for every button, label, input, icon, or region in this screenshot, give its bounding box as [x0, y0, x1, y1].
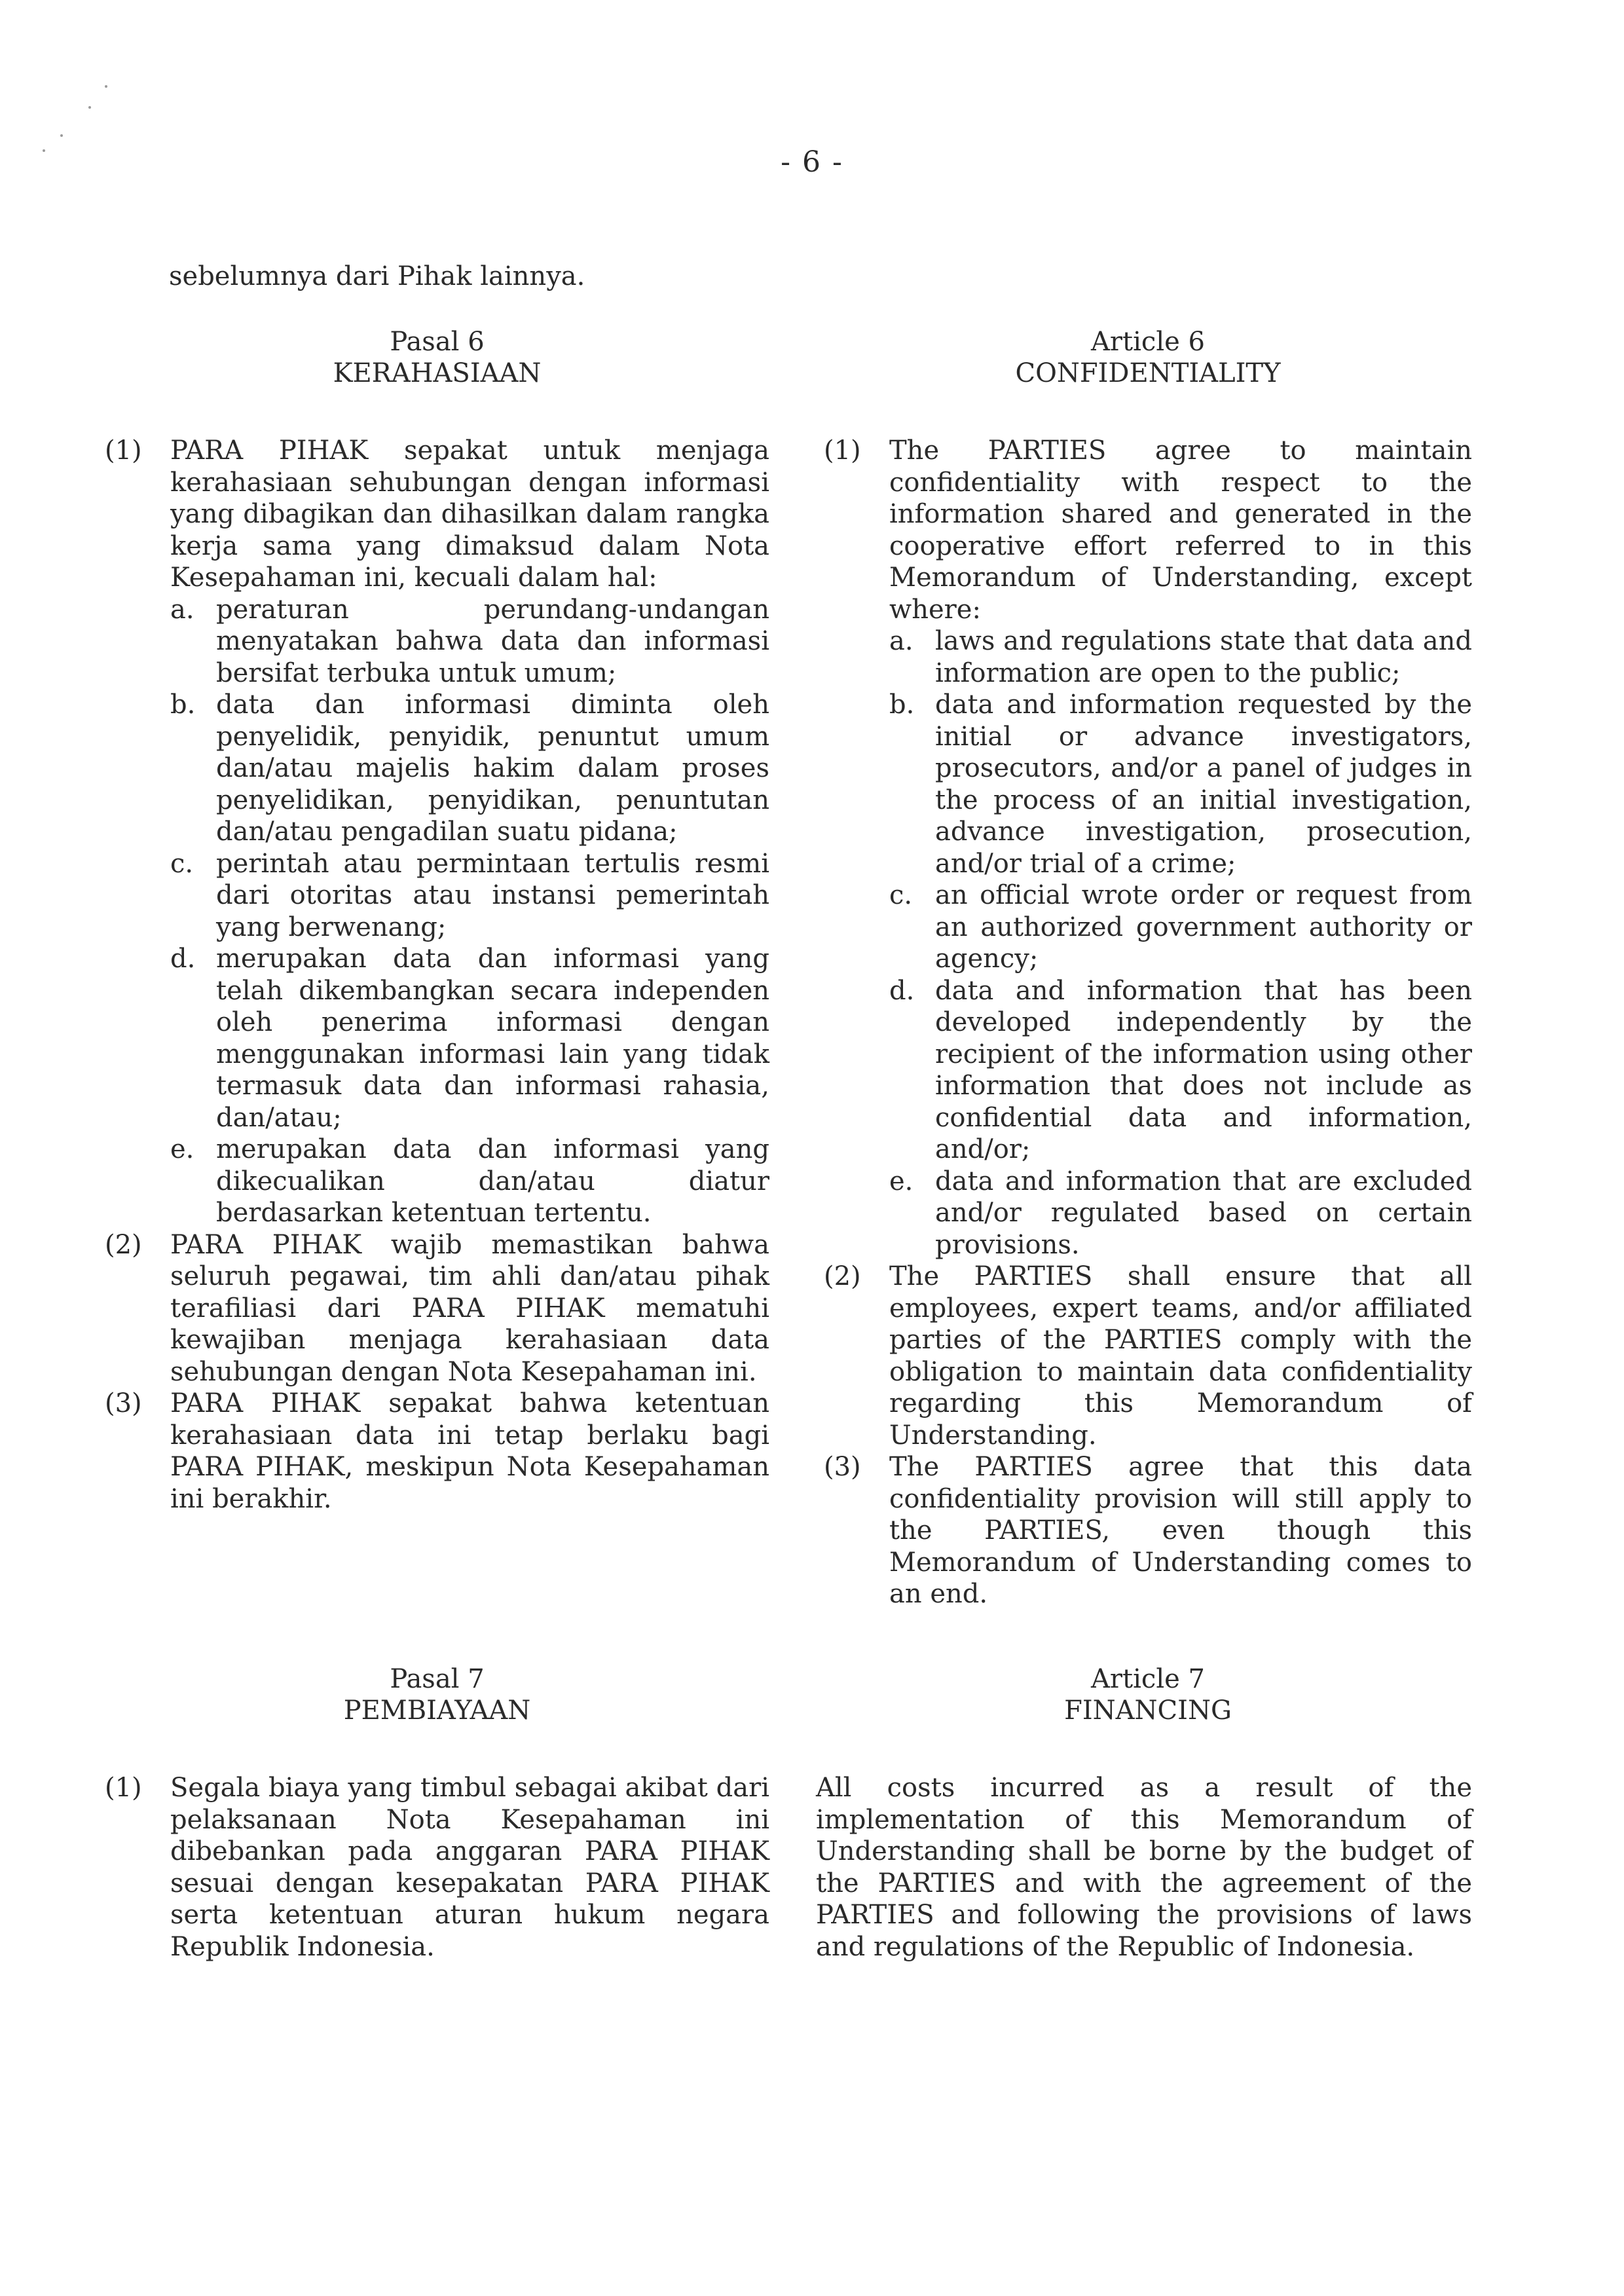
list-item: [889, 975, 1472, 1166]
article-title: PEMBIAYAAN: [343, 1695, 531, 1726]
article6-id-paragraph-3: [105, 1388, 769, 1515]
article7-id-paragraph-1: [105, 1772, 769, 1963]
paragraph-text: PARA PIHAK sepakat untuk menjaga kerahasiaan sehubungan dengan informasi yang dibagikan dan dihasilkan dalam rangka kerja sama yang dimaksud dalam Nota Kesepahaman ini, kecuali dalam hal:: [170, 435, 769, 593]
article-number: Article 7: [1091, 1664, 1205, 1694]
list-item: [170, 594, 769, 690]
list-item: [170, 943, 769, 1134]
list-item: [889, 880, 1472, 975]
item-letter: a.: [170, 594, 194, 625]
article7-id-column: [105, 1663, 769, 1963]
item-text: data and information requested by the initial or advance investigators, prosecutors, and/or a panel of judges in the process of an initial investigation, advance investigation, prosecution, and/or trial of a crime;: [935, 690, 1472, 879]
paragraph-number: (3): [824, 1452, 861, 1482]
item-text: data dan informasi diminta oleh penyelidik, penyidik, penuntut umum dan/atau majelis hakim dalam proses penyelidikan, penyidikan, penuntutan dan/atau pengadilan suatu pidana;: [216, 690, 769, 847]
paragraph-number: (3): [105, 1388, 142, 1418]
article-number: Pasal 7: [390, 1664, 485, 1694]
article6-id-paragraph-1: [105, 435, 769, 1229]
article6-id-paragraph-2: [105, 1229, 769, 1388]
article-number: Article 6: [1091, 327, 1205, 357]
article6-en-paragraph-3: [824, 1451, 1472, 1610]
article6-id-column: [105, 326, 769, 1515]
article-title: FINANCING: [1064, 1695, 1232, 1726]
article-title: CONFIDENTIALITY: [1015, 358, 1281, 388]
item-letter: c.: [170, 848, 194, 879]
item-letter: e.: [170, 1134, 194, 1164]
list-item: [889, 689, 1472, 880]
article7-en-column: [816, 1663, 1472, 1963]
scan-speck: [88, 106, 91, 109]
list-item: [170, 689, 769, 848]
article7-id-heading: [105, 1663, 769, 1726]
item-text: perintah atau permintaan tertulis resmi dari otoritas atau instansi pemerintah yang berwenang;: [216, 848, 769, 942]
list-item: [170, 1134, 769, 1229]
article6-en-column: [824, 326, 1472, 1610]
article7-en-heading: [824, 1663, 1472, 1726]
item-text: merupakan data dan informasi yang dikecualikan dan/atau diatur berdasarkan ketentuan tertentu.: [216, 1134, 769, 1228]
item-text: data and information that has been developed independently by the recipient of the information using other information that does not include as confidential data and information, and/or;: [935, 975, 1472, 1164]
item-letter: a.: [889, 626, 913, 656]
list-item: [889, 1166, 1472, 1261]
paragraph-text: The PARTIES agree to maintain confidentiality with respect to the information shared and generated in the cooperative effort referred to in this Memorandum of Understanding, except where:: [889, 435, 1472, 625]
paragraph-text: The PARTIES shall ensure that all employees, expert teams, and/or affiliated parties of the PARTIES comply with the obligation to maintain data confidentiality regarding this Memorandum of Understanding.: [889, 1261, 1472, 1451]
article6-en-paragraph-1: [824, 435, 1472, 1261]
list-item: [170, 848, 769, 944]
scan-speck: [105, 85, 107, 88]
article6-en-heading: [824, 326, 1472, 389]
item-text: data and information that are excluded and/or regulated based on certain provisions.: [935, 1166, 1472, 1260]
item-letter: d.: [170, 944, 196, 974]
paragraph-text: PARA PIHAK wajib memastikan bahwa seluruh pegawai, tim ahli dan/atau pihak terafiliasi dari PARA PIHAK mematuhi kewajiban menjaga kerahasiaan data sehubungan dengan Nota Kesepahaman ini.: [170, 1229, 769, 1387]
item-letter: e.: [889, 1166, 913, 1196]
item-text: an official wrote order or request from an authorized government authority or agency;: [935, 880, 1472, 974]
scan-speck: [60, 134, 63, 137]
paragraph-number: (1): [105, 1773, 142, 1803]
paragraph-text: PARA PIHAK sepakat bahwa ketentuan kerahasiaan data ini tetap berlaku bagi PARA PIHAK, meskipun Nota Kesepahaman ini berakhir.: [170, 1388, 769, 1514]
paragraph-number: (1): [105, 435, 142, 466]
item-letter: b.: [889, 690, 915, 720]
list-item: [889, 625, 1472, 689]
article-number: Pasal 6: [390, 327, 485, 357]
paragraph-number: (2): [105, 1229, 142, 1260]
item-text: peraturan perundang-undangan menyatakan bahwa data dan informasi bersifat terbuka untuk umum;: [216, 594, 769, 688]
article7-en-paragraph: All costs incurred as a result of the implementation of this Memorandum of Understanding shall be borne by the budget of the PARTIES and with the agreement of the PARTIES and following the provisions of laws and regulations of the Republic of Indonesia.: [816, 1773, 1472, 1962]
item-letter: c.: [889, 880, 913, 910]
item-text: laws and regulations state that data and information are open to the public;: [935, 626, 1472, 688]
paragraph-number: (2): [824, 1261, 861, 1291]
page-number: - 6 -: [781, 145, 843, 179]
item-letter: d.: [889, 975, 915, 1006]
item-letter: b.: [170, 690, 196, 720]
article6-id-heading: [105, 326, 769, 389]
article-title: KERAHASIAAN: [333, 358, 542, 388]
continuation-text: sebelumnya dari Pihak lainnya.: [169, 261, 585, 291]
article6-en-paragraph-2: [824, 1261, 1472, 1451]
item-text: merupakan data dan informasi yang telah dikembangkan secara independen oleh penerima informasi dengan menggunakan informasi lain yang tidak termasuk data dan informasi rahasia, dan/atau;: [216, 944, 769, 1133]
paragraph-text: The PARTIES agree that this data confidentiality provision will still apply to the PARTIES, even though this Memorandum of Understanding comes to an end.: [889, 1452, 1472, 1609]
paragraph-text: Segala biaya yang timbul sebagai akibat dari pelaksanaan Nota Kesepahaman ini dibebankan pada anggaran PARA PIHAK sesuai dengan kesepakatan PARA PIHAK serta ketentuan aturan hukum negara Republik Indonesia.: [170, 1773, 769, 1962]
paragraph-number: (1): [824, 435, 861, 466]
